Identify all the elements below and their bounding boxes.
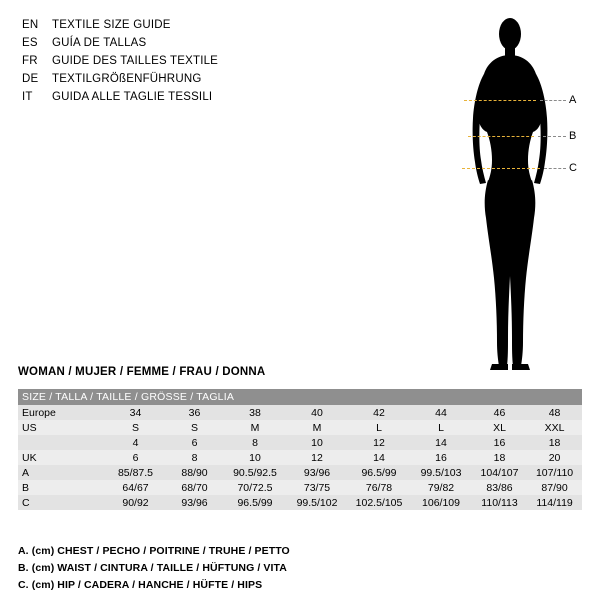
cell: 40 xyxy=(286,405,348,420)
measure-line-waist xyxy=(468,136,534,137)
size-table xyxy=(18,389,582,510)
row-label: A xyxy=(18,465,106,480)
row-label: C xyxy=(18,495,106,510)
cell: 102.5/105 xyxy=(348,495,410,510)
table-row xyxy=(18,450,582,465)
cell: 99.5/103 xyxy=(410,465,472,480)
legend-language-code: DE xyxy=(22,73,39,85)
cell: 18 xyxy=(527,435,582,450)
measurement-notes xyxy=(18,543,578,594)
row-label xyxy=(18,435,106,450)
row-label: US xyxy=(18,420,106,435)
cell: 114/119 xyxy=(527,495,582,510)
legend-language-code: FR xyxy=(22,55,38,67)
cell: 64/67 xyxy=(106,480,165,495)
measure-line-chest xyxy=(464,100,536,101)
female-silhouette-icon xyxy=(440,10,580,370)
measure-label-a: A xyxy=(569,94,577,106)
measure-leader-chest xyxy=(540,100,566,101)
table-header-label: SIZE / TALLA / TAILLE / GRÖSSE / TAGLIA xyxy=(18,389,582,405)
cell: 42 xyxy=(348,405,410,420)
cell: 83/86 xyxy=(472,480,527,495)
legend-language-code: EN xyxy=(22,19,39,31)
measure-leader-hip xyxy=(544,168,566,169)
legend-language-text: TEXTILE SIZE GUIDE xyxy=(52,19,171,31)
table-row xyxy=(18,495,582,510)
cell: 99.5/102 xyxy=(286,495,348,510)
cell: 110/113 xyxy=(472,495,527,510)
cell: 90.5/92.5 xyxy=(224,465,286,480)
cell: 36 xyxy=(165,405,224,420)
cell: S xyxy=(106,420,165,435)
cell: 46 xyxy=(472,405,527,420)
note-hip: C. (cm) HIP / CADERA / HANCHE / HÜFTE / HIPS xyxy=(18,579,263,591)
row-label: Europe xyxy=(18,405,106,420)
legend-item xyxy=(22,88,322,106)
size-table-wrapper xyxy=(18,389,582,510)
cell: 68/70 xyxy=(165,480,224,495)
cell: 85/87.5 xyxy=(106,465,165,480)
cell: 16 xyxy=(472,435,527,450)
cell: 87/90 xyxy=(527,480,582,495)
cell: 6 xyxy=(106,450,165,465)
measure-label-b: B xyxy=(569,130,577,142)
cell: 96.5/99 xyxy=(348,465,410,480)
measure-line-hip xyxy=(462,168,540,169)
section-title: WOMAN / MUJER / FEMME / FRAU / DONNA xyxy=(18,366,266,378)
cell: 6 xyxy=(165,435,224,450)
table-header-row xyxy=(18,389,582,405)
cell: 106/109 xyxy=(410,495,472,510)
female-body-figure xyxy=(440,10,580,370)
cell: 4 xyxy=(106,435,165,450)
cell: 73/75 xyxy=(286,480,348,495)
cell: 70/72.5 xyxy=(224,480,286,495)
cell: 16 xyxy=(410,450,472,465)
measure-leader-waist xyxy=(538,136,566,137)
legend-item xyxy=(22,34,322,52)
cell: S xyxy=(165,420,224,435)
cell: 104/107 xyxy=(472,465,527,480)
cell: 8 xyxy=(224,435,286,450)
table-row xyxy=(18,435,582,450)
cell: 20 xyxy=(527,450,582,465)
legend-language-text: TEXTILGRÖßENFÜHRUNG xyxy=(52,73,202,85)
legend-language-code: ES xyxy=(22,37,38,49)
cell: 8 xyxy=(165,450,224,465)
table-row xyxy=(18,405,582,420)
legend-item xyxy=(22,52,322,70)
table-row xyxy=(18,465,582,480)
cell: M xyxy=(286,420,348,435)
cell: 76/78 xyxy=(348,480,410,495)
legend-item xyxy=(22,70,322,88)
cell: 44 xyxy=(410,405,472,420)
cell: L xyxy=(348,420,410,435)
cell: M xyxy=(224,420,286,435)
cell: XL xyxy=(472,420,527,435)
cell: 107/110 xyxy=(527,465,582,480)
cell: 48 xyxy=(527,405,582,420)
cell: 10 xyxy=(286,435,348,450)
row-label: B xyxy=(18,480,106,495)
cell: XXL xyxy=(527,420,582,435)
cell: 93/96 xyxy=(165,495,224,510)
cell: L xyxy=(410,420,472,435)
legend-language-text: GUIDE DES TAILLES TEXTILE xyxy=(52,55,219,67)
cell: 14 xyxy=(410,435,472,450)
cell: 90/92 xyxy=(106,495,165,510)
measure-label-c: C xyxy=(569,162,577,174)
cell: 10 xyxy=(224,450,286,465)
cell: 93/96 xyxy=(286,465,348,480)
cell: 18 xyxy=(472,450,527,465)
legend-language-text: GUÍA DE TALLAS xyxy=(52,37,147,49)
cell: 79/82 xyxy=(410,480,472,495)
table-row xyxy=(18,480,582,495)
note-chest: A. (cm) CHEST / PECHO / POITRINE / TRUHE / PETTO xyxy=(18,545,290,557)
cell: 12 xyxy=(286,450,348,465)
cell: 12 xyxy=(348,435,410,450)
legend-item xyxy=(22,16,322,34)
legend-language-code: IT xyxy=(22,91,33,103)
row-label: UK xyxy=(18,450,106,465)
cell: 88/90 xyxy=(165,465,224,480)
cell: 14 xyxy=(348,450,410,465)
note-waist: B. (cm) WAIST / CINTURA / TAILLE / HÜFTUNG / VITA xyxy=(18,562,287,574)
cell: 34 xyxy=(106,405,165,420)
cell: 96.5/99 xyxy=(224,495,286,510)
table-row xyxy=(18,420,582,435)
cell: 38 xyxy=(224,405,286,420)
legend-language-text: GUIDA ALLE TAGLIE TESSILI xyxy=(52,91,213,103)
language-legend xyxy=(22,16,322,106)
